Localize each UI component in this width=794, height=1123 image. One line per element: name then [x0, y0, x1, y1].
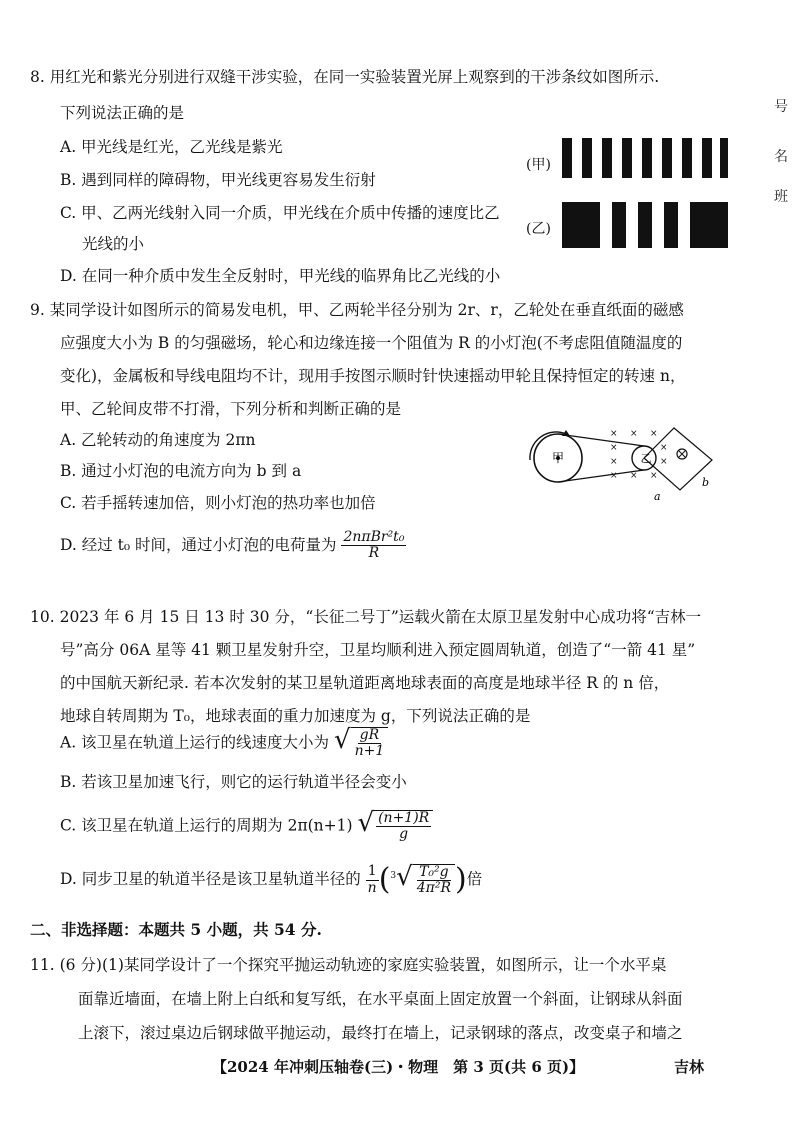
- q8-fig-label-jia: (甲): [526, 157, 551, 173]
- q10-d-outer-fraction: [366, 864, 379, 896]
- q8-option-c-line2: 光线的小: [82, 235, 145, 253]
- q10-stem-line3: 的中国航天新纪录. 若本次发射的某卫星轨道距离地球表面的高度是地球半径 R 的 n 倍，: [60, 674, 670, 692]
- q10-d-outer-denominator: n: [367, 879, 377, 896]
- generator-diagram: [512, 420, 720, 508]
- q10-stem-line4: 地球自转周期为 T₀，地球表面的重力加速度为 g，下列说法正确的是: [60, 707, 531, 725]
- q8-option-b: B. 遇到同样的障碍物，甲光线更容易发生衍射: [60, 171, 376, 189]
- q10-d-suffix: 倍: [466, 870, 483, 888]
- q10-d-cube-root: √ $\frac{\text{T₀²g}}{\text{4π²R}}$: [396, 864, 455, 897]
- q9-charge-fraction: [341, 530, 406, 562]
- svg-text:×: ×: [660, 457, 668, 467]
- q10-option-c: [60, 810, 433, 843]
- svg-text:×: ×: [650, 471, 658, 481]
- q10-c-denominator: g: [399, 826, 409, 843]
- q8-stem-line1: 8. 用红光和紫光分别进行双缝干涉实验，在同一实验装置光屏上观察到的干涉条纹如图所示.: [30, 68, 660, 86]
- margin-mark-1: 号: [774, 99, 788, 115]
- q10-c-numerator: (n+1)R: [378, 810, 430, 826]
- svg-text:×: ×: [610, 429, 618, 439]
- q10-d-inner-numerator: T₀²g: [419, 863, 449, 880]
- svg-text:×: ×: [610, 471, 618, 481]
- q9-option-a: A. 乙轮转动的角速度为 2πn: [60, 431, 256, 449]
- q10-option-a-text: A. 该卫星在轨道上运行的线速度大小为: [60, 733, 330, 752]
- margin-mark-3: 班: [774, 189, 788, 205]
- q10-option-d: D. 同步卫星的轨道半径是该卫星轨道半径的 $\frac{1}{n}$ ($^3$ √ $\frac{\text{T₀²g}}{\text{4π²R}}$ )倍: [60, 861, 483, 897]
- q9-charge-denominator: R: [368, 545, 380, 562]
- q9-charge-numerator: 2nπBr²t₀: [343, 529, 405, 545]
- q11-stem-line3: 上滚下，滚过桌边后钢球做平抛运动，最终打在墙上，记录钢球的落点，改变桌子和墙之: [78, 1024, 683, 1042]
- q10-d-outer-numerator: 1: [367, 863, 377, 880]
- q8-stem-line2: 下列说法正确的是: [60, 104, 185, 122]
- q9-option-b: B. 通过小灯泡的电流方向为 b 到 a: [60, 462, 302, 480]
- q10-option-a-sqrt: √ $\frac{gR}{n+1}$: [334, 727, 388, 760]
- q9-stem-line3: 变化)，金属板和导线电阻均不计，现用手按图示顺时针快速摇动甲轮且保持恒定的转速 n，: [60, 367, 686, 385]
- q10-option-a: [60, 727, 388, 760]
- q10-stem-line1: 10. 2023 年 6 月 15 日 13 时 30 分，“长征二号丁”运载火箭在太原卫星发射中心成功将“吉林一: [30, 608, 702, 626]
- q8-option-d: D. 在同一种介质中发生全反射时，甲光线的临界角比乙光线的小: [60, 267, 501, 285]
- q10-a-denominator: n+1: [354, 743, 385, 760]
- svg-text:×: ×: [660, 443, 668, 453]
- q8-option-c-line1: C. 甲、乙两光线射入同一介质，甲光线在介质中传播的速度比乙: [60, 204, 500, 222]
- q10-a-numerator: gR: [359, 727, 380, 743]
- svg-text:×: ×: [650, 429, 658, 439]
- terminal-b-label: b: [702, 476, 710, 489]
- q10-option-c-text: C. 该卫星在轨道上运行的周期为 2π(n+1): [60, 816, 353, 835]
- q10-stem-line2: 号”高分 06A 星等 41 颗卫星发射升空，卫星均顺利进入预定圆周轨道，创造了“一箭 41 星”: [60, 641, 696, 659]
- q9-option-c: C. 若手摇转速加倍，则小灯泡的热功率也加倍: [60, 494, 376, 512]
- page-footer: 【2024 年冲刺压轴卷(三)・物理 第 3 页(共 6 页)】: [212, 1058, 585, 1076]
- fringe-pattern-jia: [562, 138, 728, 178]
- interference-fringe-figure: [560, 138, 730, 250]
- q10-d-root-index: 3: [390, 870, 397, 881]
- q9-option-d: [60, 530, 406, 562]
- q9-stem-line4: 甲、乙轮间皮带不打滑，下列分析和判断正确的是: [60, 400, 402, 418]
- fringe-pattern-yi: [562, 202, 728, 248]
- q9-stem-line1: 9. 某同学设计如图所示的简易发电机，甲、乙两轮半径分别为 2r、r，乙轮处在垂直纸面的磁感: [30, 301, 684, 319]
- q10-option-d-text: D. 同步卫星的轨道半径是该卫星轨道半径的: [60, 870, 361, 888]
- svg-text:×: ×: [630, 471, 638, 481]
- q11-stem-line2: 面靠近墙面，在墙上附上白纸和复写纸，在水平桌面上固定放置一个斜面，让钢球从斜面: [78, 990, 683, 1008]
- margin-mark-2: 名: [774, 149, 788, 165]
- svg-text:×: ×: [610, 443, 618, 453]
- section-2-heading: 二、非选择题：本题共 5 小题，共 54 分.: [30, 920, 322, 939]
- q8-option-a: A. 甲光线是红光，乙光线是紫光: [60, 138, 283, 156]
- svg-text:×: ×: [610, 457, 618, 467]
- q9-option-d-text: D. 经过 t₀ 时间，通过小灯泡的电荷量为: [60, 535, 337, 554]
- footer-region: 吉林: [674, 1058, 705, 1076]
- q10-d-inner-denominator: 4π²R: [416, 880, 451, 896]
- q11-stem-line1: 11. (6 分)(1)某同学设计了一个探究平抛运动轨迹的家庭实验装置，如图所示，让一个水平桌: [30, 956, 667, 974]
- svg-text:×: ×: [630, 429, 638, 439]
- q8-fig-label-yi: (乙): [526, 221, 551, 237]
- q10-option-b: B. 若该卫星加速飞行，则它的运行轨道半径会变小: [60, 773, 407, 791]
- wheel-jia-label: 甲: [551, 451, 565, 465]
- wheel-yi-label: 乙: [640, 452, 652, 465]
- q9-stem-line2: 应强度大小为 B 的匀强磁场，轮心和边缘连接一个阻值为 R 的小灯泡(不考虑阻值随温度的: [60, 334, 683, 352]
- q10-option-c-sqrt: √ $\frac{(n+1)R}{g}$: [358, 810, 434, 843]
- terminal-a-label: a: [654, 490, 661, 503]
